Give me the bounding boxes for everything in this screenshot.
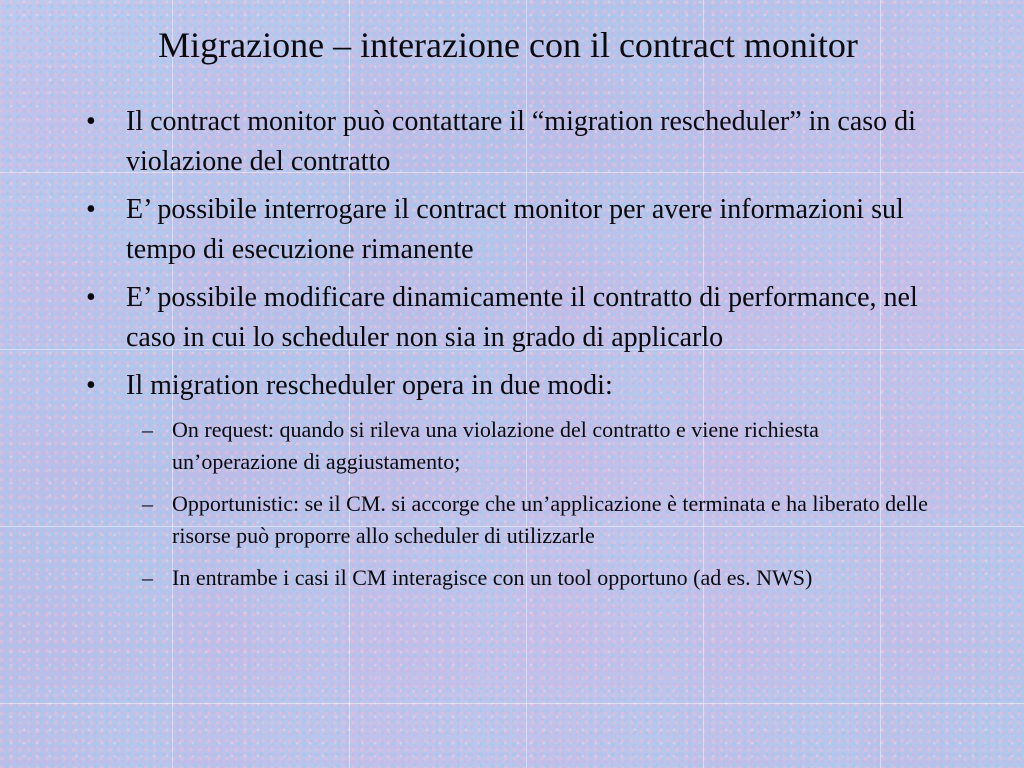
- sub-bullet-marker: –: [142, 491, 153, 516]
- sub-bullet-text: Opportunistic: se il CM. si accorge che un’applicazione è terminata e ha liberato delle risorse può proporre allo scheduler di utilizzarle: [172, 491, 928, 548]
- bullet-text: Il contract monitor può contattare il “migration rescheduler” in caso di violazione del contratto: [126, 106, 916, 177]
- bullet-text: E’ possibile modificare dinamicamente il contratto di performance, nel caso in cui lo scheduler non sia in grado di applicarlo: [126, 282, 918, 353]
- slide-title: Migrazione – interazione con il contract monitor: [158, 25, 858, 65]
- bullet-item: [86, 366, 946, 406]
- bullet-marker: •: [86, 106, 96, 137]
- sub-bullet-marker: –: [142, 417, 153, 442]
- bullet-item: [86, 278, 946, 358]
- sub-bullet-text: On request: quando si rileva una violazione del contratto e viene richiesta un’operazione di aggiustamento;: [172, 417, 819, 474]
- sub-bullet-item: [86, 488, 946, 552]
- slide-body: [86, 102, 946, 604]
- bullet-item: [86, 102, 946, 182]
- bullet-text: E’ possibile interrogare il contract monitor per avere informazioni sul tempo di esecuzione rimanente: [126, 194, 904, 265]
- bullet-marker: •: [86, 194, 96, 225]
- sub-bullet-item: [86, 562, 946, 594]
- sub-bullet-text: In entrambe i casi il CM interagisce con un tool opportuno (ad es. NWS): [172, 565, 813, 590]
- sub-bullet-item: [86, 414, 946, 478]
- bullet-marker: •: [86, 282, 96, 313]
- bullet-text: Il migration rescheduler opera in due modi:: [126, 370, 613, 401]
- bullet-item: [86, 190, 946, 270]
- sub-bullet-marker: –: [142, 565, 153, 590]
- bullet-marker: •: [86, 370, 96, 401]
